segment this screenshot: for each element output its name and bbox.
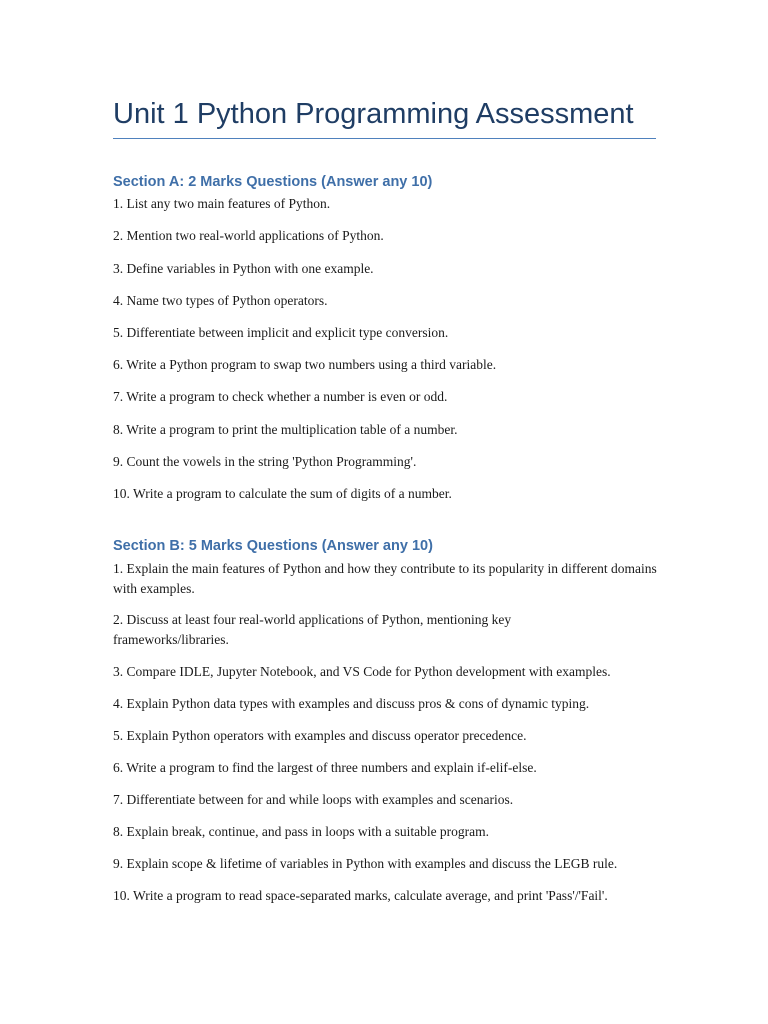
section-a-question-10: 10. Write a program to calculate the sum of digits of a number. (113, 486, 452, 501)
section-a-question-7: 7. Write a program to check whether a number is even or odd. (113, 389, 448, 404)
section-b-question-7: 7. Differentiate between for and while loops with examples and scenarios. (113, 792, 514, 807)
section-b-question-6: 6. Write a program to find the largest of three numbers and explain if-elif-else. (113, 760, 537, 775)
section-b-question-3: 3. Compare IDLE, Jupyter Notebook, and VS Code for Python development with examples. (113, 664, 611, 679)
section-a-question-4: 4. Name two types of Python operators. (113, 293, 328, 308)
section-a-question-2: 2. Mention two real-world applications of Python. (113, 228, 384, 243)
section-b-question-5: 5. Explain Python operators with examples and discuss operator precedence. (113, 728, 527, 743)
section-a-question-3: 3. Define variables in Python with one example. (113, 261, 374, 276)
section-b-question-8: 8. Explain break, continue, and pass in loops with a suitable program. (113, 824, 490, 839)
section-b-question-9: 9. Explain scope & lifetime of variables in Python with examples and discuss the LEGB rule. (113, 856, 618, 871)
section-b-question-10: 10. Write a program to read space-separated marks, calculate average, and print 'Pass'/'Fail'. (113, 888, 608, 903)
section-b-question-1: 1. Explain the main features of Python and how they contribute to its popularity in different domains with examples. (113, 561, 657, 596)
section-a-question-1: 1. List any two main features of Python. (113, 196, 331, 211)
title-underline (113, 138, 656, 139)
section-a-heading: Section A: 2 Marks Questions (Answer any 10) (113, 174, 433, 190)
section-a-question-6: 6. Write a Python program to swap two numbers using a third variable. (113, 357, 497, 372)
document-title: Unit 1 Python Programming Assessment (113, 98, 634, 130)
section-b-question-4: 4. Explain Python data types with examples and discuss pros & cons of dynamic typing. (113, 696, 590, 711)
section-b-heading: Section B: 5 Marks Questions (Answer any 10) (113, 538, 433, 554)
section-a-question-5: 5. Differentiate between implicit and explicit type conversion. (113, 325, 449, 340)
section-a-question-9: 9. Count the vowels in the string 'Python Programming'. (113, 454, 417, 469)
section-a-question-8: 8. Write a program to print the multiplication table of a number. (113, 422, 458, 437)
section-b-question-2: 2. Discuss at least four real-world applications of Python, mentioning key frameworks/libraries. (113, 612, 512, 647)
